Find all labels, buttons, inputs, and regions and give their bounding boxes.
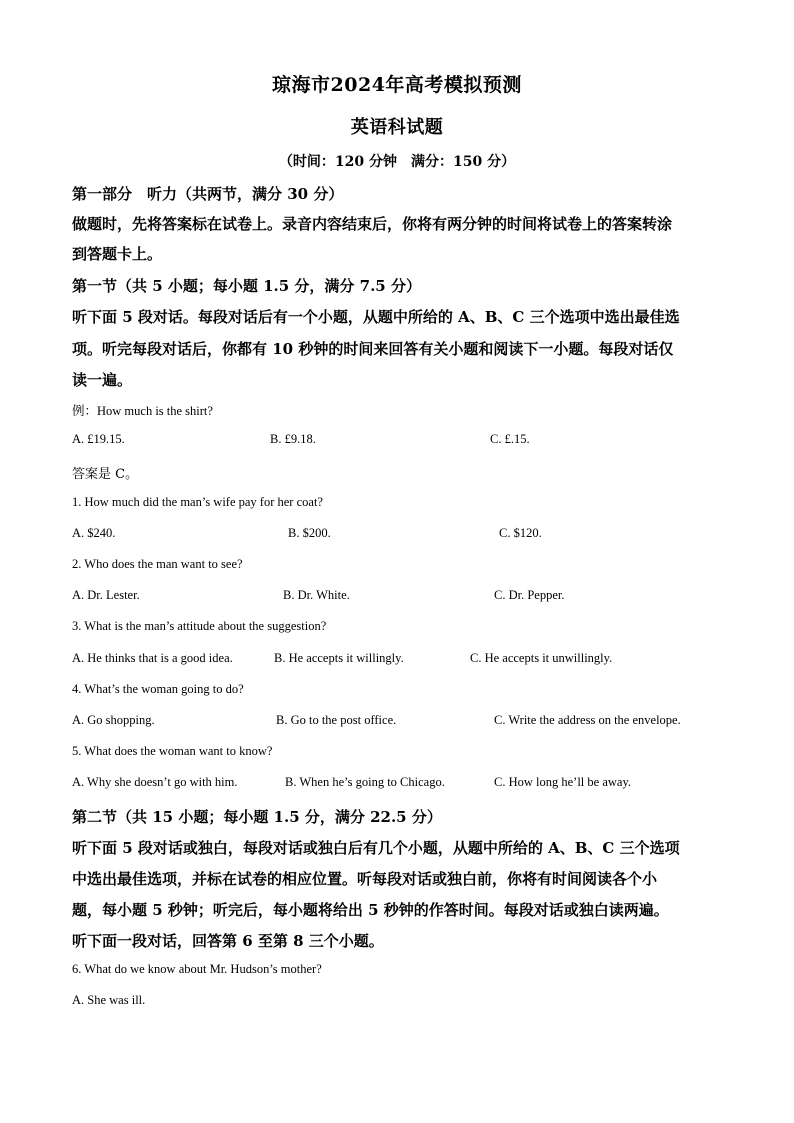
section2-instruction-line: 题，每小题 5 秒钟；听完后，每小题将给出 5 秒钟的作答时间。每段对话或独白读两遍。 <box>72 901 669 919</box>
question-3-option-c: C. He accepts it unwillingly. <box>470 651 613 665</box>
question-2-option-b: B. Dr. White. <box>283 588 350 602</box>
section2-instruction-line: 中选出最佳选项，并标在试卷的相应位置。听每段对话或独白前，你将有时间阅读各个小 <box>72 870 658 888</box>
exam-title: 琼海市2024年高考模拟预测 <box>272 74 522 96</box>
question-4-option-c: C. Write the address on the envelope. <box>494 713 681 727</box>
question-6: 6. What do we know about Mr. Hudson’s mother? <box>72 962 322 976</box>
part1-instruction-line: 做题时，先将答案标在试卷上。录音内容结束后，你将有两分钟的时间将试卷上的答案转涂 <box>72 215 673 233</box>
question-1-option-a: A. $240. <box>72 526 116 540</box>
question-4: 4. What’s the woman going to do? <box>72 682 244 696</box>
question-4-option-a: A. Go shopping. <box>72 713 155 727</box>
example-question: 例：How much is the shirt? <box>72 404 213 418</box>
question-3: 3. What is the man’s attitude about the suggestion? <box>72 619 327 633</box>
question-1-option-b: B. $200. <box>288 526 331 540</box>
question-2-option-a: A. Dr. Lester. <box>72 588 140 602</box>
part1-heading: 第一部分 听力（共两节，满分 30 分） <box>72 185 344 203</box>
exam-subject: 英语科试题 <box>350 117 444 138</box>
question-5-option-a: A. Why she doesn’t go with him. <box>72 775 238 789</box>
question-2-option-c: C. Dr. Pepper. <box>494 588 565 602</box>
section2-heading: 第二节（共 15 小题；每小题 1.5 分，满分 22.5 分） <box>72 808 442 826</box>
question-4-option-b: B. Go to the post office. <box>276 713 397 727</box>
question-2: 2. Who does the man want to see? <box>72 557 243 571</box>
example-answer: 答案是 C。 <box>72 467 139 482</box>
example-option-c: C. £.15. <box>490 432 530 446</box>
section2-instruction-line: 听下面 5 段对话或独白，每段对话或独白后有几个小题，从题中所给的 A、B、C 三个选项 <box>72 839 680 857</box>
example-option-b: B. £9.18. <box>270 432 316 446</box>
question-6-option-a: A. She was ill. <box>72 993 146 1007</box>
section1-instruction-line: 读一遍。 <box>72 371 133 389</box>
question-5-option-b: B. When he’s going to Chicago. <box>285 775 445 789</box>
question-5: 5. What does the woman want to know? <box>72 744 273 758</box>
exam-time-info: （时间：120 分钟 满分：150 分） <box>278 154 516 170</box>
question-5-option-c: C. How long he’ll be away. <box>494 775 632 789</box>
question-1-option-c: C. $120. <box>499 526 542 540</box>
example-option-a: A. £19.15. <box>72 432 125 446</box>
section2-instruction-line: 听下面一段对话，回答第 6 至第 8 三个小题。 <box>72 932 384 950</box>
section1-instruction-line: 听下面 5 段对话。每段对话后有一个小题，从题中所给的 A、B、C 三个选项中选出最佳选 <box>72 308 680 326</box>
part1-instruction-line: 到答题卡上。 <box>72 245 163 263</box>
section1-instruction-line: 项。听完每段对话后，你都有 10 秒钟的时间来回答有关小题和阅读下一小题。每段对话仅 <box>72 340 674 358</box>
question-3-option-a: A. He thinks that is a good idea. <box>72 651 233 665</box>
section1-heading: 第一节（共 5 小题；每小题 1.5 分，满分 7.5 分） <box>72 277 421 295</box>
question-3-option-b: B. He accepts it willingly. <box>274 651 404 665</box>
question-1: 1. How much did the man’s wife pay for her coat? <box>72 495 323 509</box>
